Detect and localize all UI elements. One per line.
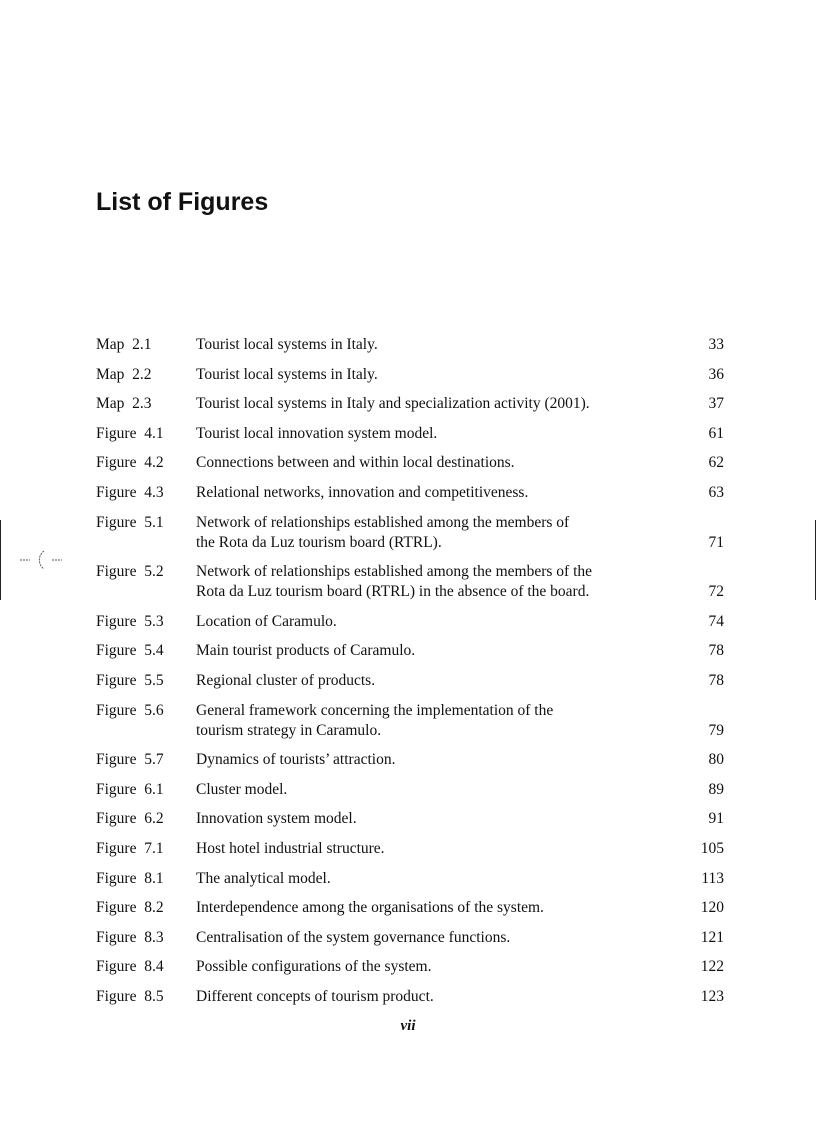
figure-page-number: 37 (708, 395, 724, 413)
figure-caption-line: General framework concerning the implementation of the (196, 701, 554, 719)
figure-caption-line: tourism strategy in Caramulo. (196, 721, 382, 739)
figure-label: Figure 7.1 (96, 839, 164, 857)
figure-page-number: 89 (708, 780, 724, 798)
list-item (96, 424, 724, 444)
figure-label: Figure 8.1 (96, 869, 164, 887)
figure-label: Figure 5.1 (96, 513, 164, 531)
list-item (96, 513, 724, 553)
figure-label: Figure 8.3 (96, 928, 164, 946)
list-item (96, 701, 724, 741)
list-item (96, 987, 724, 1007)
figure-label: Figure 4.2 (96, 454, 164, 472)
figure-caption: Interdependence among the organisations of the system. (196, 899, 544, 917)
list-item (96, 335, 724, 355)
figure-page-number: 72 (708, 583, 724, 601)
page-folio: vii (400, 1018, 416, 1034)
figure-label: Figure 5.4 (96, 642, 164, 660)
figure-label: Figure 6.1 (96, 780, 164, 798)
list-item (96, 365, 724, 385)
figure-caption: Relational networks, innovation and competitiveness. (196, 483, 529, 501)
list-item (96, 394, 724, 414)
figure-label: Figure 5.3 (96, 612, 164, 630)
figure-page-number: 105 (700, 839, 724, 857)
figure-label: Figure 5.6 (96, 701, 164, 719)
figure-caption: Different concepts of tourism product. (196, 987, 434, 1005)
figure-label: Figure 4.1 (96, 424, 164, 442)
figure-page-number: 74 (708, 612, 724, 630)
figure-caption: Cluster model. (196, 780, 288, 798)
figure-page-number: 71 (708, 533, 724, 551)
registration-mark-icon (0, 520, 70, 600)
list-item (96, 809, 724, 829)
figure-page-number: 79 (708, 721, 724, 739)
figure-caption: Main tourist products of Caramulo. (196, 642, 416, 660)
figure-caption: Tourist local systems in Italy and specialization activity (2001). (196, 395, 590, 413)
figure-label: Figure 8.4 (96, 958, 164, 976)
figure-caption: Location of Caramulo. (196, 612, 337, 630)
list-item (96, 671, 724, 691)
figure-label: Figure 8.2 (96, 899, 164, 917)
figure-caption: Centralisation of the system governance functions. (196, 928, 511, 946)
figure-page-number: 36 (708, 365, 724, 383)
figure-caption-line: Network of relationships established among the members of (196, 513, 570, 531)
figure-caption: Tourist local systems in Italy. (196, 336, 378, 353)
figure-caption-line: the Rota da Luz tourism board (RTRL). (196, 533, 442, 551)
list-item (96, 641, 724, 661)
list-item (96, 898, 724, 918)
figure-page-number: 80 (708, 751, 724, 769)
list-item (96, 562, 724, 602)
figure-caption (196, 513, 680, 553)
figure-caption (196, 701, 680, 741)
figure-page-number: 78 (708, 671, 724, 689)
list-item (96, 780, 724, 800)
figure-page-number: 63 (708, 483, 724, 501)
figure-label: Figure 5.2 (96, 563, 164, 581)
figure-page-number: 61 (708, 424, 724, 442)
figure-page-number: 121 (700, 928, 724, 946)
list-item (96, 957, 724, 977)
figure-caption-line: Network of relationships established among the members of the (196, 563, 593, 581)
figure-caption: Possible configurations of the system. (196, 958, 432, 976)
figure-caption: Tourist local systems in Italy. (196, 365, 378, 383)
list-item (96, 869, 724, 889)
figure-list (96, 335, 724, 1016)
figure-label: Figure 5.5 (96, 671, 164, 689)
figure-caption: Dynamics of tourists’ attraction. (196, 751, 396, 769)
figure-caption: Regional cluster of products. (196, 671, 376, 689)
figure-caption (196, 562, 680, 602)
figure-page-number: 122 (700, 958, 724, 976)
list-item (96, 928, 724, 948)
figure-label: Figure 6.2 (96, 810, 164, 828)
figure-page-number: 91 (708, 810, 724, 828)
figure-label: Figure 5.7 (96, 751, 164, 769)
figure-page-number: 123 (700, 987, 724, 1005)
figure-caption: Connections between and within local destinations. (196, 454, 515, 472)
figure-label: Map 2.2 (96, 365, 152, 383)
figure-page-number: 62 (708, 454, 724, 472)
figure-label: Figure 4.3 (96, 483, 164, 501)
figure-caption-line: Rota da Luz tourism board (RTRL) in the absence of the board. (196, 583, 590, 601)
figure-label: Map 2.1 (96, 336, 152, 353)
figure-caption: Tourist local innovation system model. (196, 424, 438, 442)
figure-page-number: 33 (708, 336, 724, 353)
page-title: List of Figures (96, 188, 269, 216)
list-item (96, 483, 724, 503)
figure-page-number: 120 (700, 899, 724, 917)
figure-page-number: 113 (701, 869, 724, 887)
figure-caption: The analytical model. (196, 869, 331, 887)
figure-label: Figure 8.5 (96, 987, 164, 1005)
list-item (96, 750, 724, 770)
figure-caption: Host hotel industrial structure. (196, 839, 385, 857)
list-item (96, 839, 724, 859)
figure-caption: Innovation system model. (196, 810, 357, 828)
figure-label: Map 2.3 (96, 395, 152, 413)
list-item (96, 612, 724, 632)
list-item (96, 453, 724, 473)
figure-page-number: 78 (708, 642, 724, 660)
